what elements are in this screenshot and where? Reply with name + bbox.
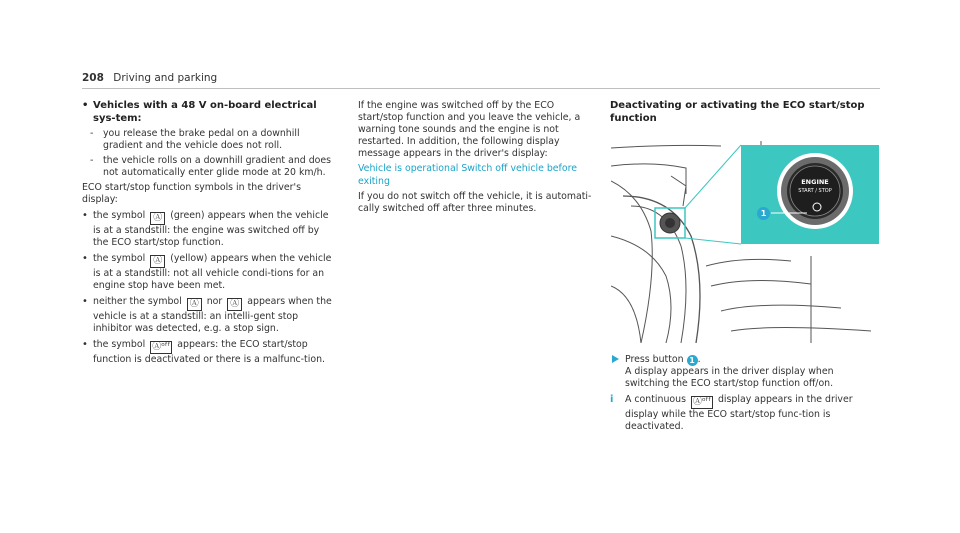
- steps-block: [610, 354, 880, 433]
- dash-item: - the vehicle rolls on a downhill gradient and does not automatically enter glide mode at 20 km/h.: [90, 155, 332, 179]
- eco-auto-icon: Ⓐ: [187, 298, 202, 311]
- section-title: Driving and parking: [113, 72, 218, 84]
- eco-auto-slash-icon: Ⓐ: [227, 298, 242, 311]
- callout-badge: 1: [687, 355, 698, 366]
- step-item: Press button 1 . A display appears in the driver display when switching the ECO start/stop function off/on.: [610, 354, 880, 390]
- step-result: A display appears in the driver display when switching the ECO start/stop function off/on.: [625, 366, 834, 390]
- list-item: • neither the symbol Ⓐ nor Ⓐ appears when the vehicle is at a standstill: an intelli-gent stop inhibitor was detected, e.g. a stop sign.: [82, 295, 332, 335]
- bullet-icon: •: [82, 100, 89, 111]
- step-arrow-icon: [612, 355, 619, 363]
- display-message: Vehicle is operational Switch off vehicle before exiting: [358, 163, 578, 187]
- bullet-icon: •: [82, 295, 88, 307]
- bullet-icon: •: [82, 252, 88, 264]
- eco-auto-green-icon: Ⓐ: [150, 212, 165, 225]
- bullet-icon: •: [82, 209, 88, 221]
- start-stop-label: START / STOP: [798, 188, 832, 194]
- list-item: • the symbol Ⓐᵒᶠᶠ appears: the ECO start/stop function is deactivated or there is a malfunc-tion.: [82, 339, 325, 366]
- page-header: [82, 72, 217, 84]
- bullet-icon: •: [82, 339, 88, 351]
- symbols-intro: ECO start/stop function symbols in the driver's display:: [82, 182, 301, 206]
- page-number: 208: [82, 72, 104, 84]
- info-icon: i: [610, 394, 614, 406]
- column-left: [82, 100, 337, 366]
- column-middle: [358, 100, 593, 215]
- list-item: • the symbol Ⓐ (yellow) appears when the vehicle is at a standstill: not all vehicle condi-tions for an engine stop have been met.: [82, 252, 332, 291]
- section-heading-48v: • Vehicles with a 48 V on-board electrical sys-tem:: [82, 100, 317, 124]
- dashboard-drawing: [611, 136, 881, 343]
- paragraph: If the engine was switched off by the ECO start/stop function and you leave the vehicle, a warning tone sounds and the engine is not restarted. In addition, the following display message appears in the driver's display:: [358, 100, 581, 160]
- header-rule: [82, 88, 880, 89]
- eco-auto-off-icon: Ⓐᵒᶠᶠ: [692, 397, 711, 408]
- eco-auto-off-icon: Ⓐᵒᶠᶠ: [152, 342, 171, 353]
- column-right: [610, 100, 880, 125]
- eco-auto-yellow-icon: Ⓐ: [150, 255, 165, 268]
- section-heading-eco: Deactivating or activating the ECO start/stop function: [610, 100, 865, 124]
- info-note: i A continuous Ⓐᵒᶠᶠ display appears in the driver display while the ECO start/stop func-tion is deactivated.: [610, 394, 853, 433]
- list-item: • the symbol Ⓐ (green) appears when the vehicle is at a standstill: the engine was switched off by the ECO start/stop function.: [82, 209, 329, 248]
- dashboard-illustration: [611, 136, 881, 343]
- dash-item: - you release the brake pedal on a downhill gradient and the vehicle does not roll.: [90, 128, 300, 152]
- engine-label: ENGINE: [801, 178, 829, 186]
- paragraph: If you do not switch off the vehicle, it is automati-cally switched off after three minutes.: [358, 190, 592, 214]
- callout-badge: 1: [757, 207, 770, 220]
